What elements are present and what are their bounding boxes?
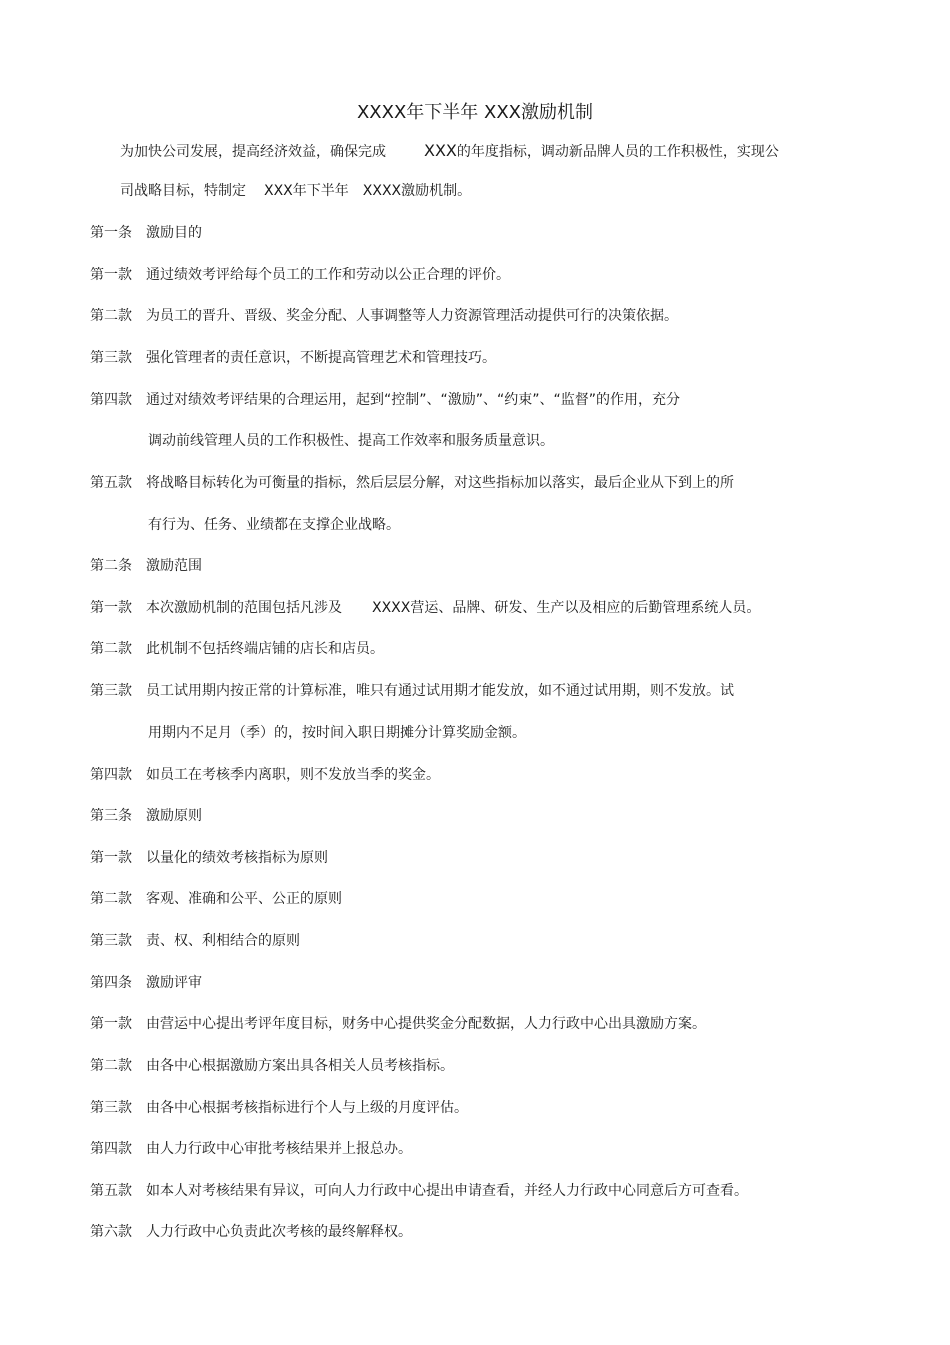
clause-line: [90, 848, 328, 868]
article-label: 第一条: [90, 225, 132, 241]
article-label: 第三条: [90, 808, 132, 824]
section-heading: [90, 973, 202, 993]
clause-line: [90, 348, 496, 368]
clause-line: [90, 765, 440, 785]
clause-line: [90, 598, 760, 618]
clause-text: 通过对绩效考评结果的合理运用，起到“控制”、“激励”、“约束”、“监督”的作用，充分: [146, 392, 681, 408]
clause-continuation: 用期内不足月（季）的，按时间入职日期摊分计算奖励金额。: [148, 725, 526, 741]
section-heading: [90, 806, 202, 826]
clause-line: [90, 639, 384, 659]
clause-text: XXXX营运、品牌、研发、生产以及相应的后勤管理系统人员。: [372, 600, 761, 616]
clause-label: 第三款: [90, 1100, 132, 1116]
clause-label: 第五款: [90, 1183, 132, 1199]
clause-line: [90, 1056, 454, 1076]
intro-text: XXX: [424, 141, 457, 160]
clause-line: [90, 1014, 706, 1034]
intro-text: 司战略目标，特制定: [120, 183, 246, 199]
clause-label: 第六款: [90, 1224, 132, 1240]
clause-text: 如员工在考核季内离职，则不发放当季的奖金。: [146, 767, 440, 783]
clause-line: [90, 1139, 412, 1159]
clause-label: 第三款: [90, 933, 132, 949]
clause-line: [90, 473, 734, 493]
clause-label: 第一款: [90, 1016, 132, 1032]
article-title: 激励范围: [146, 558, 202, 574]
clause-label: 第三款: [90, 350, 132, 366]
clause-line: [90, 265, 510, 285]
clause-label: 第四款: [90, 392, 132, 408]
clause-label: 第五款: [90, 475, 132, 491]
clause-text: 由各中心根据激励方案出具各相关人员考核指标。: [146, 1058, 454, 1074]
clause-text: 本次激励机制的范围包括凡涉及: [146, 600, 342, 616]
clause-text: 将战略目标转化为可衡量的指标，然后层层分解，对这些指标加以落实，最后企业从下到上的所: [146, 475, 734, 491]
clause-line: [90, 681, 734, 701]
article-title: 激励评审: [146, 975, 202, 991]
intro-text: 的年度指标，调动新品牌人员的工作积极性，实现公: [456, 144, 779, 160]
clause-label: 第一款: [90, 267, 132, 283]
clause-label: 第二款: [90, 891, 132, 907]
clause-text: 客观、准确和公平、公正的原则: [146, 891, 342, 907]
clause-label: 第四款: [90, 1141, 132, 1157]
intro-text: XXXX激励机制。: [362, 183, 472, 199]
clause-text: 责、权、利相结合的原则: [146, 933, 300, 949]
clause-line: [90, 889, 342, 909]
intro-line-2: [120, 181, 471, 201]
article-label: 第二条: [90, 558, 132, 574]
clause-text: 为员工的晋升、晋级、奖金分配、人事调整等人力资源管理活动提供可行的决策依据。: [146, 308, 678, 324]
section-heading: [90, 556, 202, 576]
clause-line: [90, 390, 680, 410]
article-title: 激励原则: [146, 808, 202, 824]
clause-text: 以量化的绩效考核指标为原则: [146, 850, 328, 866]
clause-line: [90, 1222, 412, 1242]
article-title: 激励目的: [146, 225, 202, 241]
intro-text: XXX年下半年: [264, 183, 349, 199]
clause-text: 员工试用期内按正常的计算标准，唯只有通过试用期才能发放，如不通过试用期，则不发放。试: [146, 683, 734, 699]
clause-text: 如本人对考核结果有异议，可向人力行政中心提出申请查看，并经人力行政中心同意后方可查看。: [146, 1183, 748, 1199]
clause-label: 第二款: [90, 1058, 132, 1074]
clause-label: 第二款: [90, 308, 132, 324]
clause-text: 由人力行政中心审批考核结果并上报总办。: [146, 1141, 412, 1157]
clause-line: [90, 1098, 468, 1118]
clause-label: 第一款: [90, 850, 132, 866]
clause-text: 强化管理者的责任意识，不断提高管理艺术和管理技巧。: [146, 350, 496, 366]
clause-label: 第二款: [90, 641, 132, 657]
clause-label: 第一款: [90, 600, 132, 616]
document-title: XXXX年下半年 XXX激励机制: [356, 102, 594, 123]
clause-text: 由营运中心提出考评年度目标，财务中心提供奖金分配数据，人力行政中心出具激励方案。: [146, 1016, 706, 1032]
clause-text: 此机制不包括终端店铺的店长和店员。: [146, 641, 384, 657]
clause-line: [90, 1181, 748, 1201]
intro-text: 为加快公司发展，提高经济效益，确保完成: [120, 144, 386, 160]
intro-line-1: [120, 141, 779, 162]
clause-label: 第四款: [90, 767, 132, 783]
article-label: 第四条: [90, 975, 132, 991]
clause-continuation: 调动前线管理人员的工作积极性、提高工作效率和服务质量意识。: [148, 433, 554, 449]
clause-text: 由各中心根据考核指标进行个人与上级的月度评估。: [146, 1100, 468, 1116]
section-heading: [90, 223, 202, 243]
clause-continuation: 有行为、任务、业绩都在支撑企业战略。: [148, 517, 400, 533]
clause-text: 人力行政中心负责此次考核的最终解释权。: [146, 1224, 412, 1240]
clause-line: [90, 931, 300, 951]
clause-label: 第三款: [90, 683, 132, 699]
clause-line: [90, 306, 678, 326]
clause-text: 通过绩效考评给每个员工的工作和劳动以公正合理的评价。: [146, 267, 510, 283]
